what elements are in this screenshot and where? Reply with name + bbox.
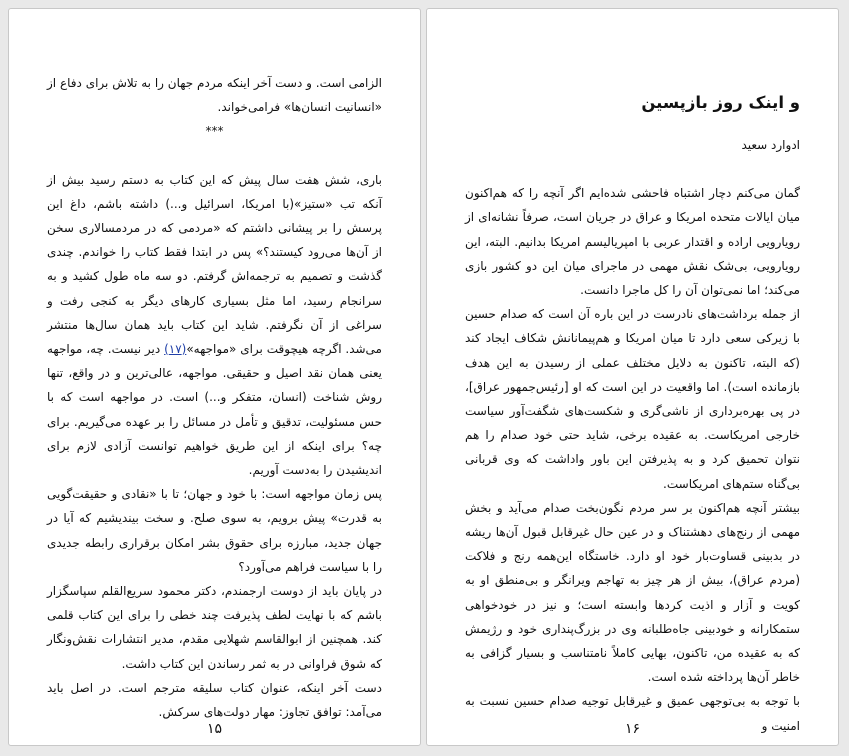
chapter-author: ادوارد سعید (741, 138, 800, 152)
page-number: ۱۵ (206, 721, 223, 737)
page-number: ۱۶ (624, 721, 641, 737)
paragraph: پس زمان مواجهه است: با خود و جهان؛ تا با «نقادی و حقیقت‌گویی به قدرت» پیش برویم، به سوی صلح. و سخت بیندیشیم که آیا در جهان جدید، مبارزه برای حقوق بشر امکان برقراری رابطه جدیدی را با سیاست فراهم می‌آورد؟ (47, 487, 382, 574)
section-separator: *** (205, 124, 224, 139)
paragraph: دست آخر اینکه، عنوان کتاب سلیقه مترجم است. در اصل باید می‌آمد: توافق تجاوز: مهار دولت‌های سرکش. (47, 680, 382, 720)
paragraph (47, 168, 382, 483)
page-left (8, 8, 421, 746)
chapter-title: و اینک روز بازپسین (641, 93, 800, 112)
paragraph-text: دیر نیست. چه، مواجهه یعنی همان نقد اصیل و حقیقی. مواجهه، عالی‌ترین و در واقع، تنها روش شناخت (انسان، متفکر و...) است. در مواجهه است که با حس مسئولیت، تدقیق و تأمل در مسائل را بر عهده می‌گیریم. برای چه؟ برای اینکه از این طریق خواهیم توانست آزادی لازم برای اندیشیدن را به‌دست آوریم. (47, 342, 382, 478)
paragraph: از جمله برداشت‌های نادرست در این باره آن است که صدام حسین با زیرکی سعی دارد تا میان امریکا و هم‌پیمانانش شکاف ایجاد کند (که البته، تاکنون به دلایل مختلف عملی از رسیدن به این هدف بازمانده است). اما واقعیت در این است که او [رئیس‌جمهور عراق]، در پی بهره‌برداری از ناشی‌گری و شکست‌های شگفت‌آور سیاست خارجی امریکاست. به عقیده برخی، شاید حتی خود صدام را هم نتوان تحمیق کرد و به پذیرفتن این باور واداشت که وی قربانی بی‌گناه ستم‌های امریکاست. (465, 307, 800, 491)
paragraph-text: باری، شش هفت سال پیش که این کتاب به دستم رسید بیش از آنکه تب «ستیز»(با امریکا، اسرائیل و...) داشته باشم، داغ این پرسش را بر پیشانی داشتم که «مردمی که در مردمسالاری سخن از آن‌ها می‌رود کیستند؟» پس در ابتدا فقط کتاب را خواندم. چندی گذشت و تصمیم به ترجمه‌اش گرفتم. دو سه ماه طول کشید و به سرانجام رسید، اما مثل بسیاری کارهای دیگر به کنجی رفت و سراغی از آن نگرفتم. شاید این کتاب باید همان سال‌ها منتشر می‌شد. اگرچه هیچوقت برای «مواجهه» (47, 172, 382, 357)
page-right-content (465, 89, 800, 738)
page-right (426, 8, 839, 746)
paragraph: الزامی است. و دست آخر اینکه مردم جهان را به تلاش برای دفاع از «انسانیت انسان‌ها» فرامی‌خواند. (47, 76, 382, 115)
paragraph: گمان می‌کنم دچار اشتباه فاحشی شده‌ایم اگر آنچه را که هم‌اکنون میان ایالات متحده امریکا و عراق در جریان است، صرفاً نشانه‌ای از رویارویی اراده و اقتدار عربی با امپریالیسم امریکا بدانیم. البته، این رویارویی، بی‌شک نقش مهمی در ماجرای میان این دو کشور بازی می‌کند؛ اما نمی‌توان آن را کل ماجرا دانست. (465, 186, 800, 298)
paragraph: در پایان باید از دوست ارجمندم، دکتر محمود سریع‌القلم سپاسگزار باشم که با نهایت لطف پذیرفت چند خطی را برای این کتاب قلمی کند. همچنین از ابوالقاسم شهلایی مقدم، مدیر انتشارات نقش‌ونگار که شوق فراوانی در به ثمر رساندن این کتاب داشت. (47, 584, 382, 671)
paragraph: بیشتر آنچه هم‌اکنون بر سر مردم نگون‌بخت صدام می‌آید و بخش مهمی از رنج‌های دهشتناک و در عین حال غیرقابل قبول آن‌ها ریشه در بدبینی قساوت‌بار خود او دارد. خاستگاه این‌همه رنج و فلاکت (مردم عراق)، بیش از هر چیز به تهاجم ویرانگر و بی‌منطق او به کویت و آزار و اذیت کردها وابسته است؛ و نیز در خودخواهی ستمکارانه و خودبینی جاه‌طلبانه وی در بزرگ‌پنداری خود و رژیمش که به عقیده من، تاکنون، بهایی کاملاً نامتناسب و بسیار گزافی به خاطر آن‌ها پرداخته شده است. (465, 500, 800, 685)
page-left-content (47, 71, 382, 724)
footnote-link[interactable]: (۱۷) (164, 342, 187, 357)
paragraph: با توجه به بی‌توجهی عمیق و غیرقابل توجیه صدام حسین نسبت به امنیت و (465, 694, 800, 733)
